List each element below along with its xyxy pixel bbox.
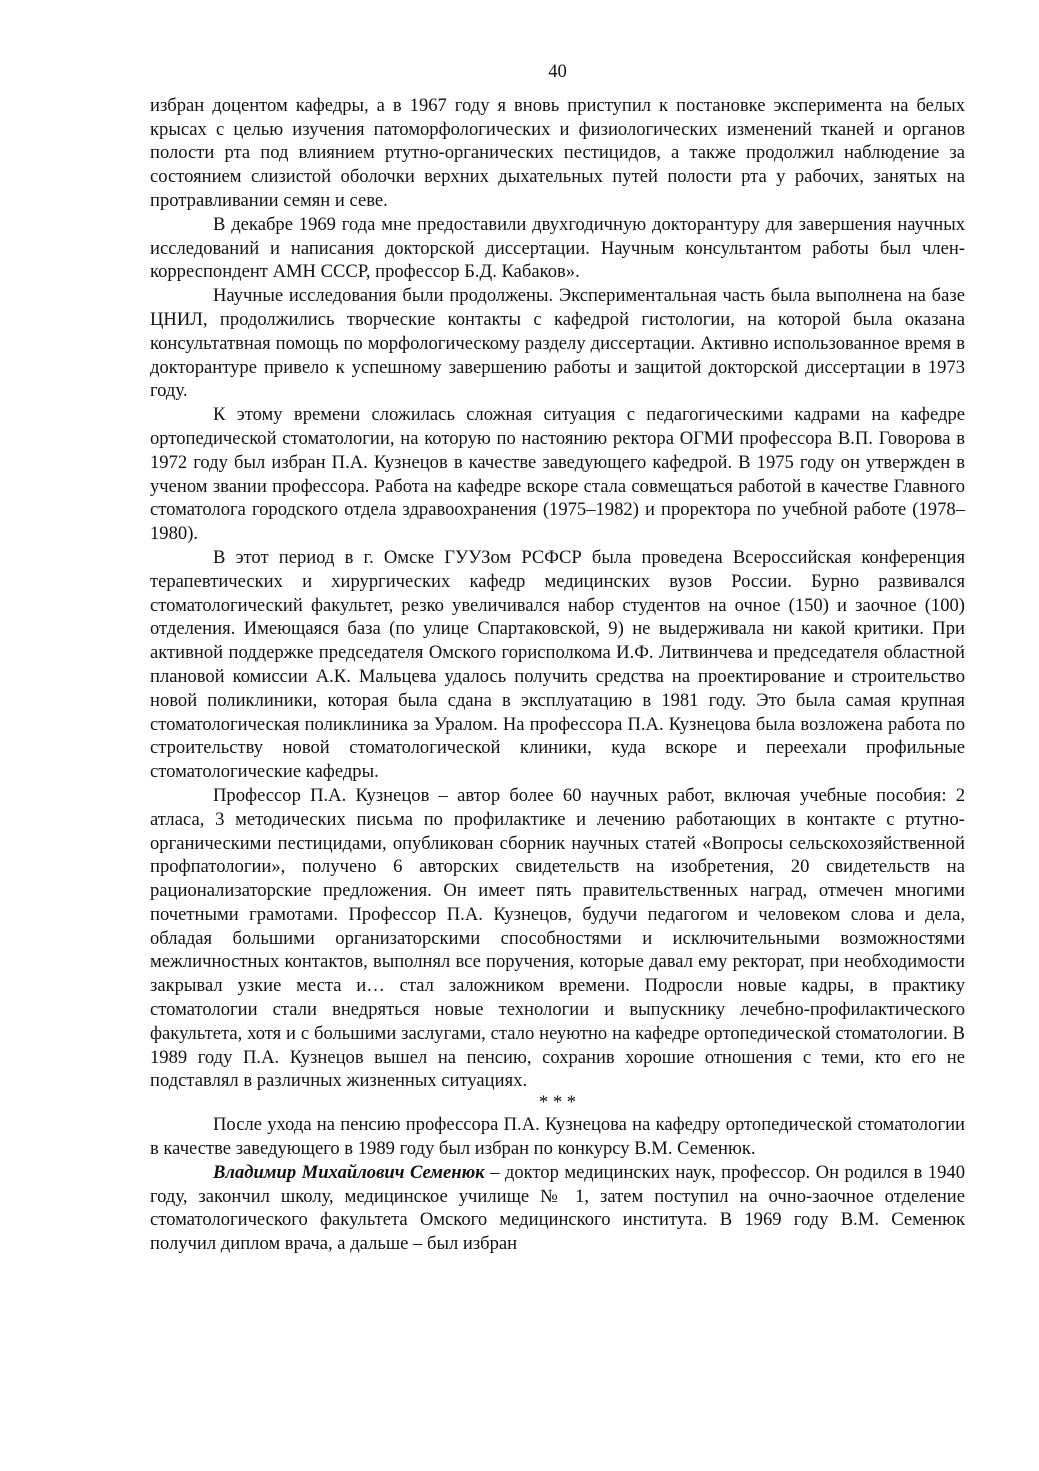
paragraph-biography <box>150 1161 965 1256</box>
page-number: 40 <box>548 61 567 82</box>
document-page <box>150 60 965 1256</box>
paragraph-continuation: избран доцентом кафедры, а в 1967 году я вновь приступил к постановке эксперимента на белых крысах с целью изучения патоморфологических и физиологических изменений тканей и органов полости рта под влиянием ртутно-органических пестицидов, а также продолжил наблюдение за состоянием слизистой оболочки верхних дыхательных путей полости рта у рабочих, занятых на протравливании семян и севе. <box>150 94 965 211</box>
paragraph-clinic-construction: В этот период в г. Омске ГУУЗом РСФСР была проведена Всероссийская конференция терапевтических и хирургических кафедр медицинских вузов России. Бурно развивался стоматологический факультет, резко увеличивался набор студентов на очное (150) и заочное (100) отделения. Имеющаяся база (по улице Спартаковской, 9) не выдерживала ни какой критики. При активной поддержке председателя Омского горисполкома И.Ф. Литвинчева и председателя областной плановой комиссии А.К. Мальцева удалось получить средства на проектирование и строительство новой поликлиники, которая была сдана в эксплуатацию в 1981 году. Это была самая крупная стоматологическая поликлиника за Уралом. На профессора П.А. Кузнецова была возложена работа по строительству новой стоматологической клиники, куда вскоре и переехали профильные стоматологические кафедры. <box>150 546 965 783</box>
paragraph-doctorate: В декабре 1969 года мне предоставили двухгодичную докторантуру для завершения научных исследований и написания докторской диссертации. Научным консультантом работы был член-корреспондент АМН СССР, профессор Б.Д. Кабаков». <box>150 213 965 283</box>
paragraph-department-head: К этому времени сложилась сложная ситуация с педагогическими кадрами на кафедре ортопедической стоматологии, на которую по настоянию ректора ОГМИ профессора В.П. Говорова в 1972 году был избран П.А. Кузнецов в качестве заведующего кафедрой. В 1975 году он утвержден в ученом звании профессора. Работа на кафедре вскоре стала совмещаться работой в качестве Главного стоматолога городского отдела здравоохранения (1975–1982) и проректора по учебной работе (1978–1980). <box>150 404 965 545</box>
paragraph-achievements: Профессор П.А. Кузнецов – автор более 60 научных работ, включая учебные пособия: 2 атласа, 3 методических письма по профилактике и лечению работающих в контакте с ртутно-органическими пестицидами, опубликован сборник научных статей «Вопросы сельскохозяйственной профпатологии», получено 6 авторских свидетельств на изобретения, 20 свидетельств на рационализаторские предложения. Он имеет пять правительственных наград, отмечен многими почетными грамотами. Профессор П.А. Кузнецов, будучи педагогом и человеком слова и дела, обладая большими организаторскими способностями и исключительными возможностями межличностных контактов, выполнял все поручения, которые давал ему ректорат, при необходимости закрывал узкие места и… стал заложником времени. Подросли новые кадры, в практику стоматологии стали внедряться новые технологии и выпускнику лечебно-профилактического факультета, хотя и с большими заслугами, стало неуютно на кафедре ортопедической стоматологии. В 1989 году П.А. Кузнецов вышел на пенсию, сохранив хорошие отношения с теми, кто его не подставлял в различных жизненных ситуациях. <box>150 784 965 1092</box>
paragraph-research: Научные исследования были продолжены. Экспериментальная часть была выполнена на базе ЦНИЛ, продолжились творческие контакты с кафедрой гистологии, на которой была оказана консультатвная помощь по морфологическому разделу диссертации. Активно использованное время в докторантуре привело к успешному завершению работы и защитой докторской диссертации в 1973 году. <box>150 285 965 402</box>
person-name: Владимир Михайлович Семенюк <box>213 1161 485 1183</box>
section-separator: * * * <box>538 1092 577 1114</box>
paragraph-successor: После ухода на пенсию профессора П.А. Кузнецова на кафедру ортопедической стоматологии в качестве заведующего в 1989 году был избран по конкурсу В.М. Семенюк. <box>150 1114 965 1160</box>
biography-text: – доктор медицинских наук, профессор. Он родился в 1940 году, закончил школу, медицинское училище № 1, затем поступил на очно-заочное отделение стоматологического факультета Омского медицинского института. В 1969 году В.М. Семенюк получил диплом врача, а дальше – был избран <box>150 1161 965 1255</box>
